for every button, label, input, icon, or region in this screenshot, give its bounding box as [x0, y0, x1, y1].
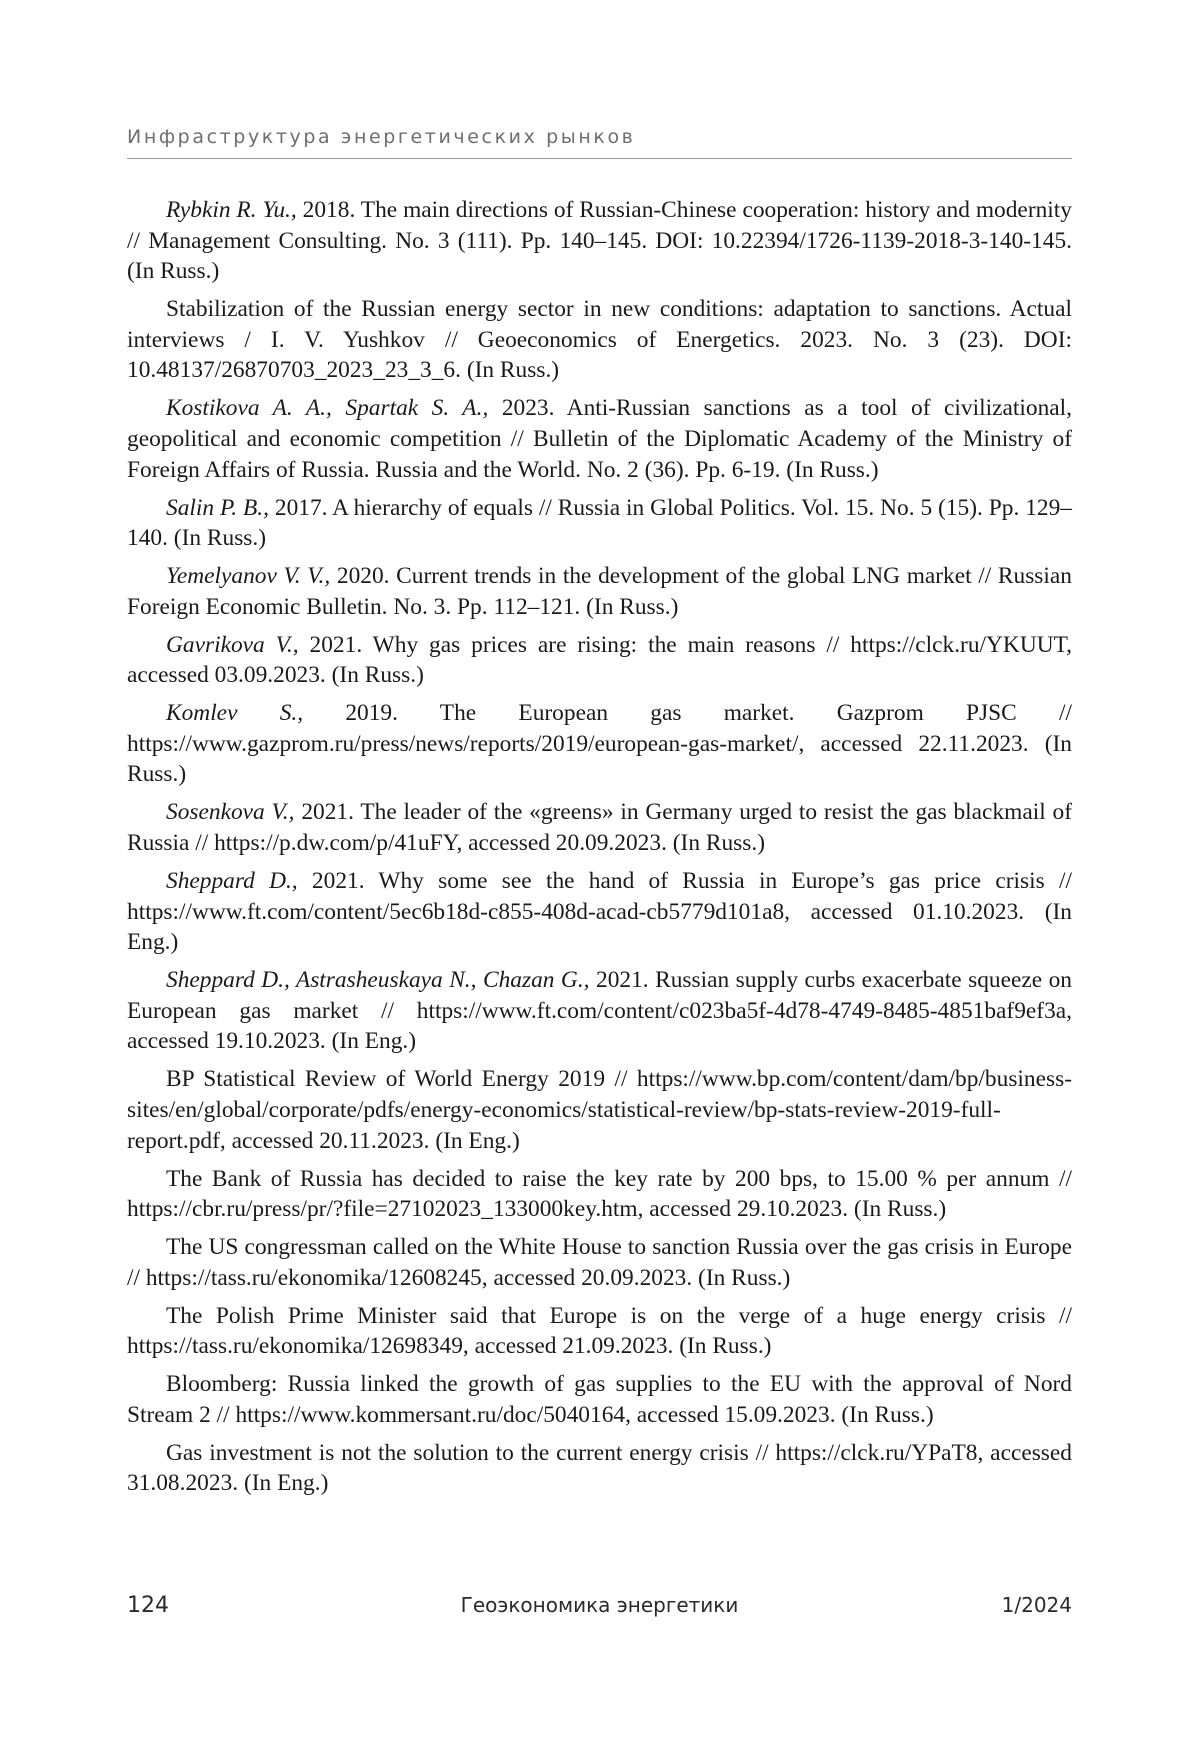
- reference-item: [127, 1438, 1072, 1499]
- reference-author: Sosenkova V.,: [166, 799, 295, 825]
- reference-text: 2020. Current trends in the development of the global LNG market // Russian Foreign Economic Bulletin. No. 3. Pp. 112–121. (In Russ.): [127, 563, 1072, 620]
- reference-text: Gas investment is not the solution to the current energy crisis // https://clck.ru/YPaT8, accessed 31.08.2023. (In Eng.): [127, 1440, 1072, 1497]
- journal-title: Геоэкономика энергетики: [127, 1593, 1072, 1617]
- reference-item: [127, 294, 1072, 386]
- reference-text: 2021. Russian supply curbs exacerbate squeeze on European gas market // https://www.ft.com/content/c023ba5f-4d78-4749-8485-4851baf9ef3a, accessed 19.10.2023. (In Eng.): [127, 967, 1072, 1054]
- reference-author: Gavrikova V.,: [166, 632, 299, 658]
- reference-item: [127, 1232, 1072, 1293]
- reference-text: BP Statistical Review of World Energy 2019 // https://www.bp.com/content/dam/bp/business-sites/en/global/corporate/pdfs/energy-economics/statistical-review/bp-stats-review-2019-full-report.pdf, accessed 20.11.2023. (In Eng.): [127, 1066, 1072, 1153]
- header-divider: [127, 158, 1072, 159]
- reference-text: Stabilization of the Russian energy sector in new conditions: adaptation to sanctions. Actual interviews / I. V. Yushkov // Geoeconomics of Energetics. 2023. No. 3 (23). DOI: 10.48137/26870703_2023_23_3_6. (In Russ.): [127, 296, 1072, 383]
- reference-text: 2019. The European gas market. Gazprom PJSC // https://www.gazprom.ru/press/news/reports/2019/european-gas-market/, accessed 22.11.2023. (In Russ.): [127, 700, 1072, 787]
- reference-author: Rybkin R. Yu.,: [166, 197, 297, 223]
- reference-item: [127, 393, 1072, 485]
- issue-number: 1/2024: [1002, 1593, 1072, 1617]
- reference-item: [127, 866, 1072, 958]
- reference-text: The Bank of Russia has decided to raise the key rate by 200 bps, to 15.00 % per annum // https://cbr.ru/press/pr/?file=27102023_133000key.htm, accessed 29.10.2023. (In Russ.): [127, 1166, 1072, 1223]
- journal-page: [0, 0, 1200, 1747]
- reference-author: Yemelyanov V. V.,: [166, 563, 330, 589]
- reference-author: Kostikova A. A., Spartak S. A.,: [166, 395, 488, 421]
- reference-author: Komlev S.,: [166, 700, 303, 726]
- reference-item: [127, 1064, 1072, 1156]
- reference-author: Sheppard D.,: [166, 868, 298, 894]
- running-head: Инфраструктура энергетических рынков: [127, 126, 1072, 148]
- reference-text: 2023. Anti-Russian sanctions as a tool of civilizational, geopolitical and economic competition // Bulletin of the Diplomatic Academy of the Ministry of Foreign Affairs of Russia. Russia and the World. No. 2 (36). Pp. 6-19. (In Russ.): [127, 395, 1072, 482]
- reference-text: The US congressman called on the White House to sanction Russia over the gas crisis in Europe // https://tass.ru/ekonomika/12608245, accessed 20.09.2023. (In Russ.): [127, 1234, 1072, 1291]
- reference-item: [127, 195, 1072, 287]
- reference-text: 2017. A hierarchy of equals // Russia in Global Politics. Vol. 15. No. 5 (15). Pp. 129–140. (In Russ.): [127, 495, 1072, 552]
- reference-text: Bloomberg: Russia linked the growth of gas supplies to the EU with the approval of Nord Stream 2 // https://www.kommersant.ru/doc/5040164, accessed 15.09.2023. (In Russ.): [127, 1371, 1072, 1428]
- reference-item: [127, 965, 1072, 1057]
- page-number: 124: [127, 1593, 169, 1618]
- reference-item: [127, 1369, 1072, 1430]
- reference-text: 2021. Why gas prices are rising: the main reasons // https://clck.ru/YKUUT, accessed 03.09.2023. (In Russ.): [127, 632, 1072, 689]
- reference-item: [127, 1301, 1072, 1362]
- reference-item: [127, 797, 1072, 858]
- reference-item: [127, 1164, 1072, 1225]
- reference-item: [127, 493, 1072, 554]
- reference-author: Salin P. B.,: [166, 495, 269, 521]
- reference-text: 2018. The main directions of Russian-Chinese cooperation: history and modernity // Management Consulting. No. 3 (111). Pp. 140–145. DOI: 10.22394/1726-1139-2018-3-140-145. (In Russ.): [127, 197, 1072, 284]
- reference-text: 2021. The leader of the «greens» in Germany urged to resist the gas blackmail of Russia // https://p.dw.com/p/41uFY, accessed 20.09.2023. (In Russ.): [127, 799, 1072, 856]
- reference-text: The Polish Prime Minister said that Europe is on the verge of a huge energy crisis // https://tass.ru/ekonomika/12698349, accessed 21.09.2023. (In Russ.): [127, 1303, 1072, 1360]
- reference-author: Sheppard D., Astrasheuskaya N., Chazan G.,: [166, 967, 590, 993]
- reference-text: 2021. Why some see the hand of Russia in Europe’s gas price crisis // https://www.ft.com/content/5ec6b18d-c855-408d-acad-cb5779d101a8, accessed 01.10.2023. (In Eng.): [127, 868, 1072, 955]
- reference-item: [127, 698, 1072, 790]
- reference-list: [127, 195, 1072, 1506]
- reference-item: [127, 561, 1072, 622]
- reference-item: [127, 630, 1072, 691]
